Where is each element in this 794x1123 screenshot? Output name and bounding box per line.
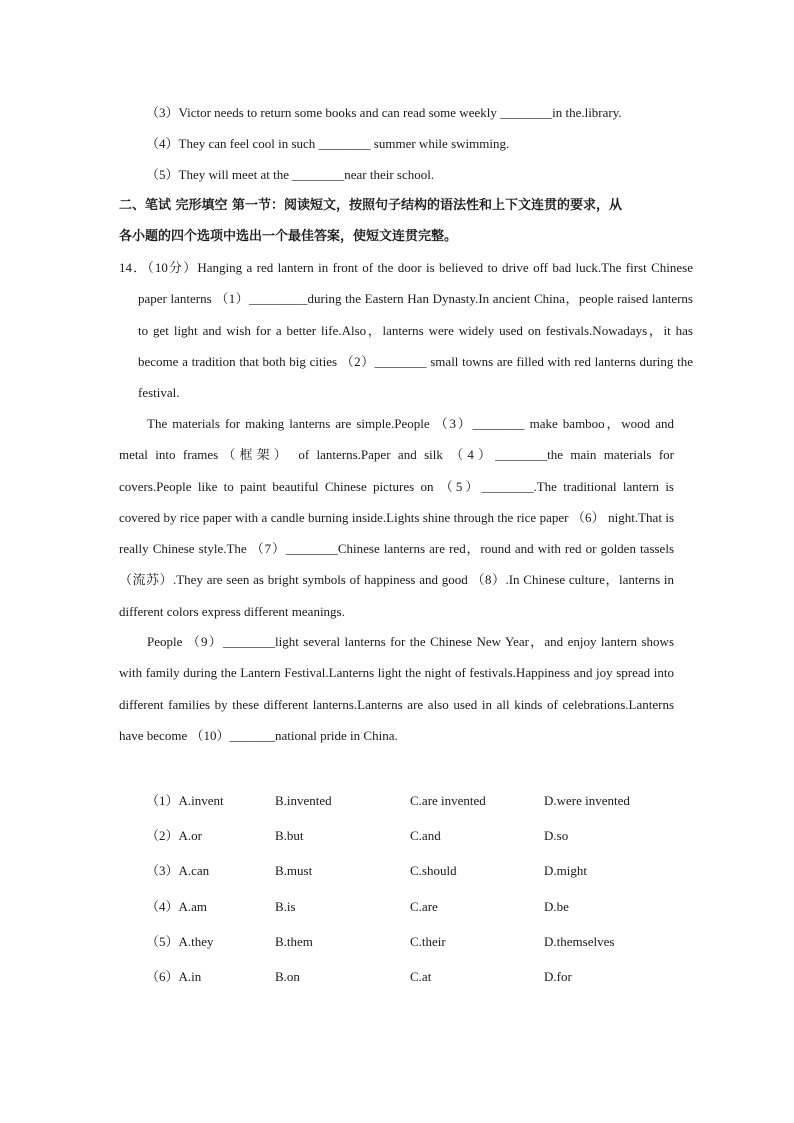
- option-row-5: [146, 933, 666, 951]
- option-a: （2）A.or: [146, 828, 202, 843]
- option-d: D.for: [544, 969, 572, 984]
- option-d: D.were invented: [544, 793, 630, 808]
- option-row-4: [146, 898, 666, 916]
- option-row-3: [146, 862, 666, 880]
- option-c: C.at: [410, 969, 432, 984]
- option-b: B.on: [275, 969, 300, 984]
- option-c: C.and: [410, 828, 441, 843]
- question-item-3: （3）Victor needs to return some books and can read some weekly ________in the.library.: [146, 105, 622, 120]
- option-a: （4）A.am: [146, 899, 208, 914]
- question-item-4: （4）They can feel cool in such ________ summer while swimming.: [146, 136, 510, 151]
- option-a: （5）A.they: [146, 934, 214, 949]
- section-heading-line-1: 二、笔试 完形填空 第一节：阅读短文，按照句子结构的语法性和上下文连贯的要求，从: [119, 198, 623, 213]
- option-b: B.must: [275, 863, 313, 878]
- option-d: D.be: [544, 899, 569, 914]
- option-c: C.should: [410, 863, 457, 878]
- question-item-5: （5）They will meet at the ________near their school.: [146, 167, 435, 182]
- option-a: （6）A.in: [146, 969, 202, 984]
- option-b: B.invented: [275, 793, 332, 808]
- option-a: （3）A.can: [146, 863, 210, 878]
- option-b: B.is: [275, 899, 296, 914]
- passage-paragraph-1: 14．（10分）Hanging a red lantern in front of the door is believed to drive off bad luck.The first Chinese paper lanterns （1）_________during the Eastern Han Dynasty.In ancient China，people raised lanterns to get light and wish for a better life.Also，lanterns were widely used on festivals.Nowadays，it has become a tradition that both big cities （2）________ small towns are filled with red lanterns during the festival.: [119, 260, 693, 401]
- option-d: D.might: [544, 863, 587, 878]
- option-a: （1）A.invent: [146, 793, 224, 808]
- option-c: C.their: [410, 934, 446, 949]
- passage-paragraph-3: People （9）________light several lanterns for the Chinese New Year，and enjoy lantern shows with family during the Lantern Festival.Lanterns light the night of festivals.Happiness and joy spread into different families by these different lanterns.Lanterns are also used in all kinds of celebrations.Lanterns have become （10）_______national pride in China.: [119, 634, 674, 743]
- option-d: D.so: [544, 828, 569, 843]
- option-b: B.them: [275, 934, 313, 949]
- option-c: C.are invented: [410, 793, 486, 808]
- option-row-1: [146, 792, 666, 810]
- option-b: B.but: [275, 828, 304, 843]
- option-row-6: [146, 968, 666, 986]
- option-row-2: [146, 827, 666, 845]
- option-d: D.themselves: [544, 934, 615, 949]
- passage-paragraph-2: The materials for making lanterns are simple.People （3）________ make bamboo，wood and metal into frames（框架） of lanterns.Paper and silk （4）________the main materials for covers.People like to paint beautiful Chinese pictures on （5）________.The traditional lantern is covered by rice paper with a candle burning inside.Lights shine through the rice paper （6） night.That is really Chinese style.The （7）________Chinese lanterns are red，round and with red or golden tassels（流苏）.They are seen as bright symbols of happiness and good （8）.In Chinese culture，lanterns in different colors express different meanings.: [119, 416, 674, 619]
- section-heading-line-2: 各小题的四个选项中选出一个最佳答案，使短文连贯完整。: [119, 229, 458, 244]
- option-c: C.are: [410, 899, 438, 914]
